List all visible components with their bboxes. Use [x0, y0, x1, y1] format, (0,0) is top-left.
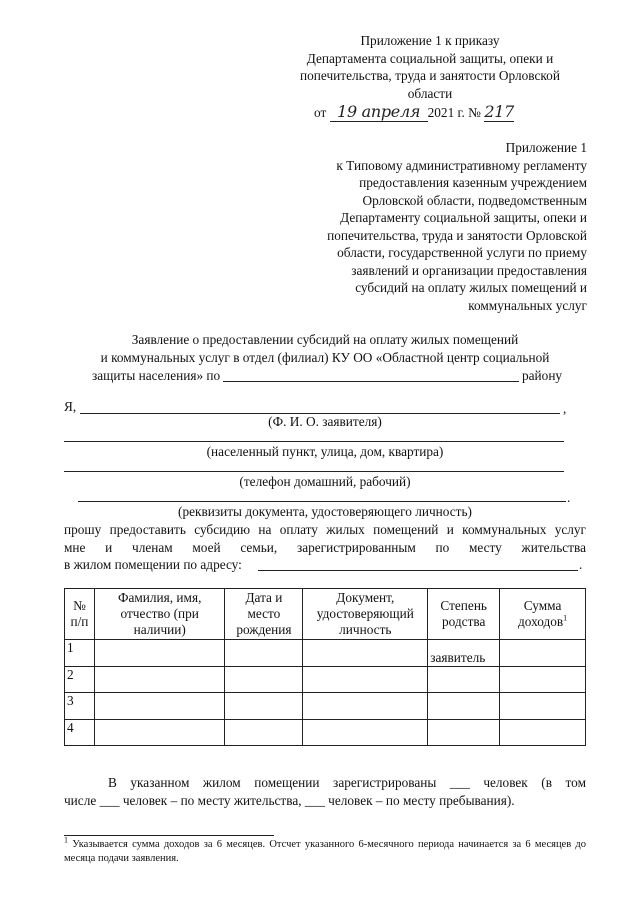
handwritten-date: 19 апреля — [330, 103, 428, 122]
cell-birth[interactable] — [225, 719, 303, 746]
cell-full-name[interactable] — [94, 719, 225, 746]
fio-caption: (Ф. И. О. заявителя) — [268, 414, 382, 429]
footnote-mark: 1 — [64, 835, 68, 845]
footnote-text: Указывается сумма доходов за 6 месяцев. Отсчет указанного 6-месячного периода начинается за 6 месяцев до месяца подачи заявления. — [64, 839, 586, 864]
header-birth: Дата и место рождения — [225, 589, 303, 640]
id-document-blank-line[interactable] — [78, 501, 566, 502]
appendix-order-line: Департамента социальной защиты, опеки и — [306, 50, 554, 66]
handwritten-number: 217 — [484, 102, 514, 121]
family-members-table — [64, 588, 586, 746]
table-row — [65, 693, 586, 720]
appendix-regulation-line: Приложение 1 — [505, 140, 587, 155]
registered-count-line1: В указанном жилом помещении зарегистрированы ___ человек (в том — [108, 775, 586, 790]
row-number: 3 — [65, 693, 95, 720]
appendix-regulation-line: области, государственной услуги по приему — [337, 245, 587, 260]
from-label: от — [314, 105, 327, 120]
row-number: 4 — [65, 719, 95, 746]
request-line1: прошу предоставить субсидию на оплату жилых помещений и коммунальных услуг — [64, 522, 586, 537]
cell-id-document[interactable] — [303, 693, 428, 720]
cell-income[interactable] — [500, 666, 586, 693]
appendix-regulation-line: предоставления казенным учреждением — [359, 175, 587, 190]
order-date-line — [314, 103, 584, 122]
application-title-line2: и коммунальных услуг в отдел (филиал) КУ ОО «Областной центр социальной — [100, 350, 550, 365]
cell-id-document[interactable] — [303, 719, 428, 746]
cell-id-document[interactable] — [303, 666, 428, 693]
header-id-document: Документ, удостоверяющий личность — [303, 589, 428, 640]
phone-blank-line[interactable] — [64, 471, 564, 472]
cell-id-document[interactable] — [303, 640, 428, 667]
cell-relation: заявитель — [428, 640, 500, 667]
id-document-period: . — [567, 490, 571, 505]
table-row — [65, 666, 586, 693]
row-number: 1 — [65, 640, 95, 667]
phone-caption: (телефон домашний, рабочий) — [239, 474, 411, 489]
header-income — [500, 589, 586, 640]
cell-full-name[interactable] — [94, 640, 225, 667]
fio-comma: , — [563, 401, 567, 416]
header-full-name: Фамилия, имя, отчество (при наличии) — [94, 589, 225, 640]
header-number: № п/п — [65, 589, 95, 640]
appendix-regulation-line: коммунальных услуг — [468, 297, 587, 313]
cell-income[interactable] — [500, 640, 586, 667]
appendix-order-block — [280, 32, 580, 102]
year-label: 2021 г. № — [427, 105, 481, 120]
header-income-label: Сумма доходов — [517, 598, 564, 629]
table-header-row — [65, 589, 586, 640]
ya-label: Я, — [64, 399, 77, 414]
cell-relation[interactable] — [428, 666, 500, 693]
cell-relation[interactable] — [428, 719, 500, 746]
cell-birth[interactable] — [225, 640, 303, 667]
registered-count-line2: числе ___ человек – по месту жительства, ___ человек – по месту пребывания). — [64, 793, 515, 808]
cell-income[interactable] — [500, 693, 586, 720]
title-district-suffix: району — [522, 368, 563, 383]
table-row — [65, 719, 586, 746]
header-relation: Степень родства — [428, 589, 500, 640]
cell-income[interactable] — [500, 719, 586, 746]
appendix-order-line: Приложение 1 к приказу — [360, 33, 500, 48]
appendix-regulation-line: к Типовому административному регламенту — [336, 157, 587, 173]
cell-full-name[interactable] — [94, 693, 225, 720]
footnote — [64, 835, 586, 865]
title-district-prefix: защиты населения» по — [92, 368, 221, 383]
row-number: 2 — [65, 666, 95, 693]
request-line3: в жилом помещении по адресу: — [64, 557, 242, 572]
cell-full-name[interactable] — [94, 666, 225, 693]
appendix-regulation-line: Департаменту социальной защиты, опеки и — [340, 210, 587, 225]
appendix-regulation-line: Орловской области, подведомственным — [362, 192, 587, 208]
appendix-order-line: области — [407, 85, 453, 101]
table-row — [65, 640, 586, 667]
cell-birth[interactable] — [225, 666, 303, 693]
application-title-line1: Заявление о предоставлении субсидий на оплату жилых помещений — [131, 332, 519, 347]
address-caption: (населенный пункт, улица, дом, квартира) — [206, 444, 444, 459]
appendix-regulation-line: попечительства, труда и занятости Орловской — [327, 227, 587, 243]
appendix-regulation-block — [250, 139, 587, 314]
cell-relation[interactable] — [428, 693, 500, 720]
district-blank-line[interactable] — [223, 381, 519, 382]
residence-address-blank-line[interactable] — [258, 570, 578, 571]
footnote-reference: 1 — [563, 613, 568, 623]
appendix-order-line: попечительства, труда и занятости Орловской — [300, 68, 560, 83]
cell-birth[interactable] — [225, 693, 303, 720]
request-line2: мне и членам моей семьи, зарегистрированным по месту жительства — [64, 540, 586, 555]
appendix-regulation-line: заявлений и организации предоставления — [351, 262, 587, 278]
footnote-separator — [64, 835, 274, 836]
id-document-caption: (реквизиты документа, удостоверяющего личность) — [178, 504, 472, 519]
residence-address-period: . — [579, 557, 583, 572]
address-blank-line[interactable] — [64, 441, 564, 442]
appendix-regulation-line: субсидий на оплату жилых помещений и — [355, 280, 587, 295]
